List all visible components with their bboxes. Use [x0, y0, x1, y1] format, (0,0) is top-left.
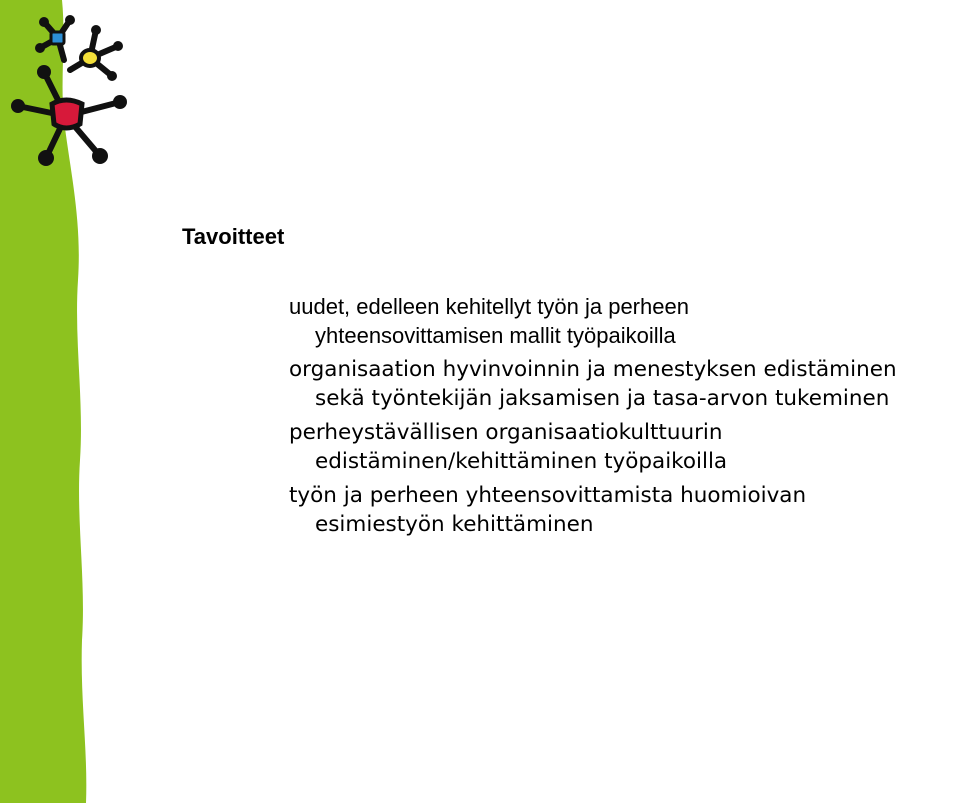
list-item: [289, 418, 897, 476]
goal-line: sekä työntekijän jaksamisen ja tasa-arvon tukeminen: [315, 386, 890, 411]
list-item: [289, 355, 897, 413]
goal-line: työn ja perheen yhteensovittamista huomioivan: [289, 483, 807, 508]
list-item: [289, 292, 897, 350]
goal-line: edistäminen/kehittäminen työpaikoilla: [315, 449, 728, 474]
stick-figures-icon: [0, 0, 140, 175]
list-item: [289, 481, 897, 539]
goal-line: yhteensovittamisen mallit työpaikoilla: [315, 323, 676, 348]
goal-list: [289, 292, 897, 544]
goal-line: esimiestyön kehittäminen: [315, 512, 594, 537]
goal-line: uudet, edelleen kehitellyt työn ja perheen: [289, 294, 689, 319]
goal-line: perheystävällisen organisaatiokulttuurin: [289, 420, 723, 445]
goal-line: organisaation hyvinvoinnin ja menestyksen edistäminen: [289, 357, 897, 382]
page-title: Tavoitteet: [182, 224, 285, 249]
